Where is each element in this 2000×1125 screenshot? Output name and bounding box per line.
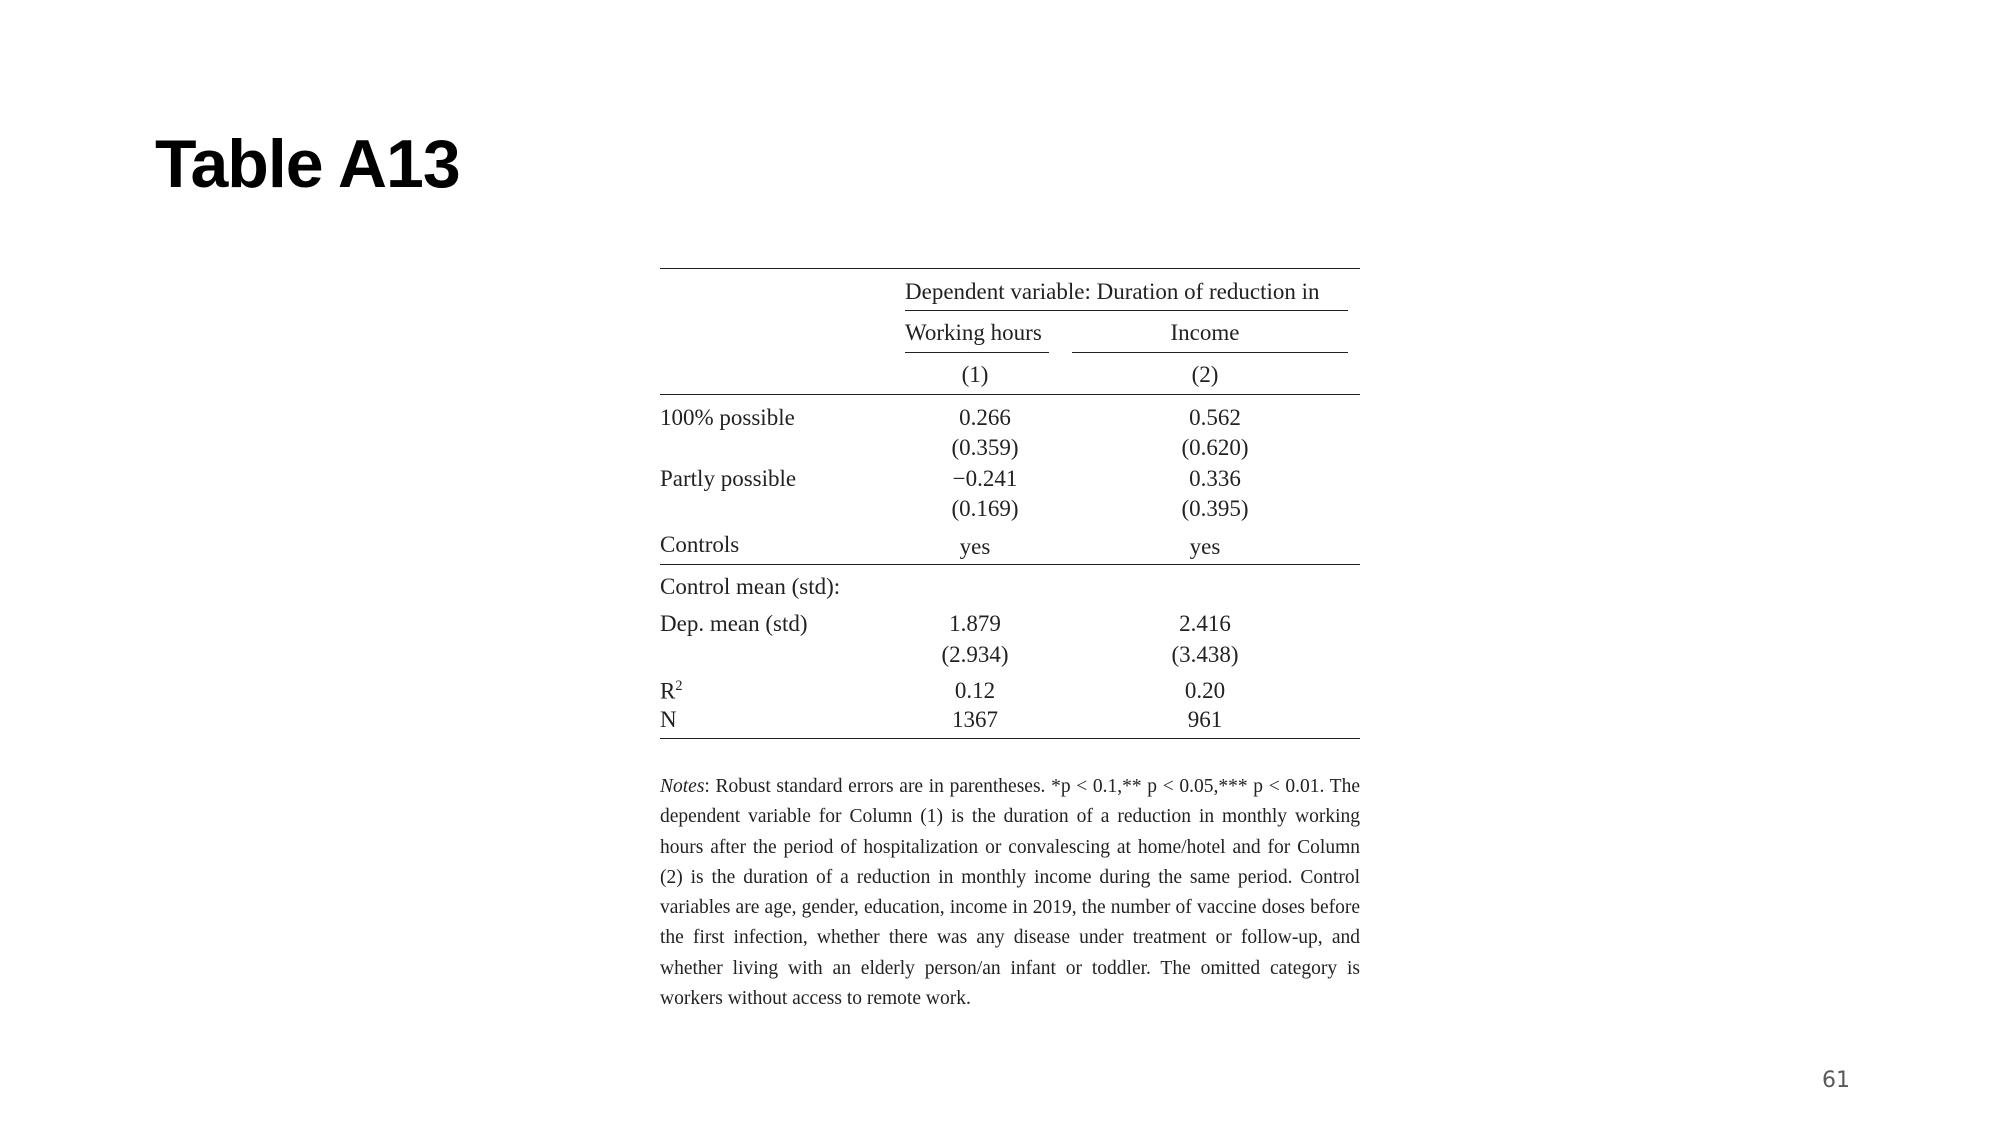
table-bottom-rule bbox=[660, 738, 1360, 739]
controls-bottom-rule bbox=[660, 564, 1360, 565]
row-label-partly-possible: Partly possible bbox=[660, 466, 797, 491]
cell-r-squared-col1: 0.12 bbox=[954, 678, 996, 703]
page-number: 61 bbox=[1822, 1068, 1850, 1093]
cell-controls-col2: yes bbox=[1189, 534, 1221, 559]
header-bottom-rule bbox=[660, 394, 1360, 395]
row-label-dep-mean: Dep. mean (std) bbox=[660, 611, 808, 636]
se-100-possible-col1: (0.359) bbox=[951, 435, 1019, 460]
col1-number: (1) bbox=[961, 362, 989, 387]
row-label-controls: Controls bbox=[660, 532, 740, 557]
se-partly-possible-col1: (0.169) bbox=[951, 496, 1019, 521]
cell-partly-possible-col2: 0.336 bbox=[1189, 466, 1241, 491]
notes-label: Notes bbox=[660, 776, 705, 797]
cell-n-col1: 1367 bbox=[952, 707, 998, 732]
dependent-variable-header: Dependent variable: Duration of reduction in bbox=[905, 279, 1320, 304]
cell-controls-col1: yes bbox=[959, 534, 991, 559]
sd-dep-mean-col2: (3.438) bbox=[1171, 642, 1239, 667]
cell-100-possible-col1: 0.266 bbox=[959, 405, 1011, 430]
col1-name: Working hours bbox=[905, 320, 1042, 345]
table-notes bbox=[660, 772, 1360, 1014]
slide-title: Table A13 bbox=[155, 126, 460, 202]
row-label-n: N bbox=[660, 707, 677, 732]
table-top-rule bbox=[660, 268, 1360, 269]
cell-dep-mean-col1: 1.879 bbox=[949, 611, 1001, 636]
se-100-possible-col2: (0.620) bbox=[1181, 435, 1249, 460]
row-label-control-mean: Control mean (std): bbox=[660, 574, 841, 599]
col1-underline bbox=[905, 352, 1049, 353]
cell-dep-mean-col2: 2.416 bbox=[1179, 611, 1231, 636]
header-underline bbox=[905, 310, 1348, 311]
cell-n-col2: 961 bbox=[1187, 707, 1223, 732]
col2-number: (2) bbox=[1191, 362, 1219, 387]
row-label-r-squared: $R^2$ bbox=[660, 678, 683, 704]
cell-100-possible-col2: 0.562 bbox=[1189, 405, 1241, 430]
sd-dep-mean-col1: (2.934) bbox=[941, 642, 1009, 667]
row-label-100-possible: 100% possible bbox=[660, 405, 795, 430]
notes-text: : Robust standard errors are in parentheses. *p < 0.1,** p < 0.05,*** p < 0.01. The dependent variable for Column (1) is the duration of a reduction in monthly working hours after the period of hospitalization or convalescing at home/hotel and for Column (2) is the duration of a reduction in monthly income during the same period. Control variables are age, gender, education, income in 2019, the number of vaccine doses before the first infection, whether there was any disease under treatment or follow-up, and whether living with an elderly person/an infant or toddler. The omitted category is workers without access to remote work. bbox=[660, 776, 1360, 1010]
col2-name: Income bbox=[1170, 320, 1240, 345]
cell-partly-possible-col1: −0.241 bbox=[952, 466, 1018, 491]
se-partly-possible-col2: (0.395) bbox=[1181, 496, 1249, 521]
cell-r-squared-col2: 0.20 bbox=[1184, 678, 1226, 703]
col2-underline bbox=[1072, 352, 1348, 353]
